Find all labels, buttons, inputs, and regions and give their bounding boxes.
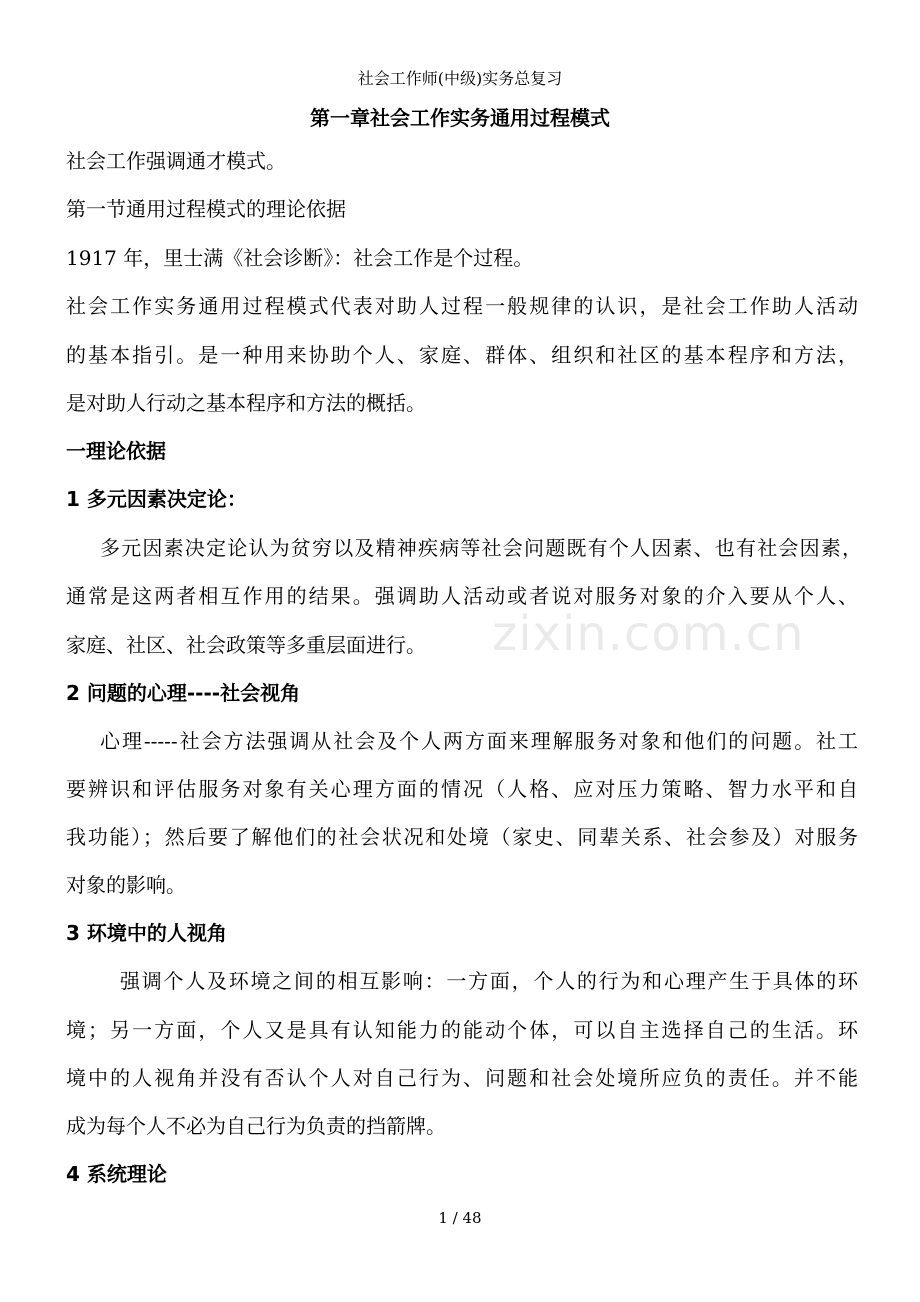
subheading: 4 系统理论 [66, 1162, 167, 1186]
chapter-title: 第一章社会工作实务通用过程模式 [310, 106, 610, 130]
subheading: 一理论依据 [66, 439, 166, 463]
paragraph-line: 社会工作实务通用过程模式代表对助人过程一般规律的认识，是社会工作助人活动 [66, 294, 858, 318]
paragraph-line: 对象的影响。 [66, 873, 186, 897]
section-heading: 第一节通用过程模式的理论依据 [66, 197, 346, 221]
paragraph-line: 是对助人行动之基本程序和方法的概括。 [66, 391, 426, 415]
paragraph-line: 强调个人及环境之间的相互影响：一方面，个人的行为和心理产生于具体的环 [120, 969, 858, 993]
paragraph-line: 1917 年，里士满《社会诊断》：社会工作是个过程。 [66, 246, 534, 270]
page-number: 1 / 48 [438, 1209, 482, 1227]
subheading: 2 问题的心理----社会视角 [66, 681, 301, 705]
watermark: zixin.com.cn [492, 606, 805, 662]
paragraph-line: 多元因素决定论认为贫穷以及精神疾病等社会问题既有个人因素、也有社会因素， [100, 536, 862, 560]
subheading: 1 多元因素决定论： [66, 487, 247, 511]
paragraph-line: 境；另一方面，个人又是具有认知能力的能动个体，可以自主选择自己的生活。环 [66, 1018, 858, 1042]
paragraph-line: 成为每个人不必为自己行为负责的挡箭牌。 [66, 1114, 446, 1138]
paragraph-line: 我功能）；然后要了解他们的社会状况和处境（家史、同辈关系、社会参及）对服务 [66, 825, 858, 849]
paragraph-line: 社会工作强调通才模式。 [66, 149, 286, 173]
subheading: 3 环境中的人视角 [66, 921, 227, 945]
paragraph-line: 家庭、社区、社会政策等多重层面进行。 [66, 633, 426, 657]
paragraph-line: 要辨识和评估服务对象有关心理方面的情况（人格、应对压力策略、智力水平和自 [66, 777, 858, 801]
paragraph-line: 心理-----社会方法强调从社会及个人两方面来理解服务对象和他们的问题。社工 [100, 729, 858, 753]
page-header: 社会工作师(中级)实务总复习 [357, 69, 563, 88]
paragraph-line: 的基本指引。是一种用来协助个人、家庭、群体、组织和社区的基本程序和方法， [66, 343, 858, 367]
paragraph-line: 通常是这两者相互作用的结果。强调助人活动或者说对服务对象的介入要从个人、 [66, 584, 858, 608]
paragraph-line: 境中的人视角并没有否认个人对自己行为、问题和社会处境所应负的责任。并不能 [66, 1066, 858, 1090]
